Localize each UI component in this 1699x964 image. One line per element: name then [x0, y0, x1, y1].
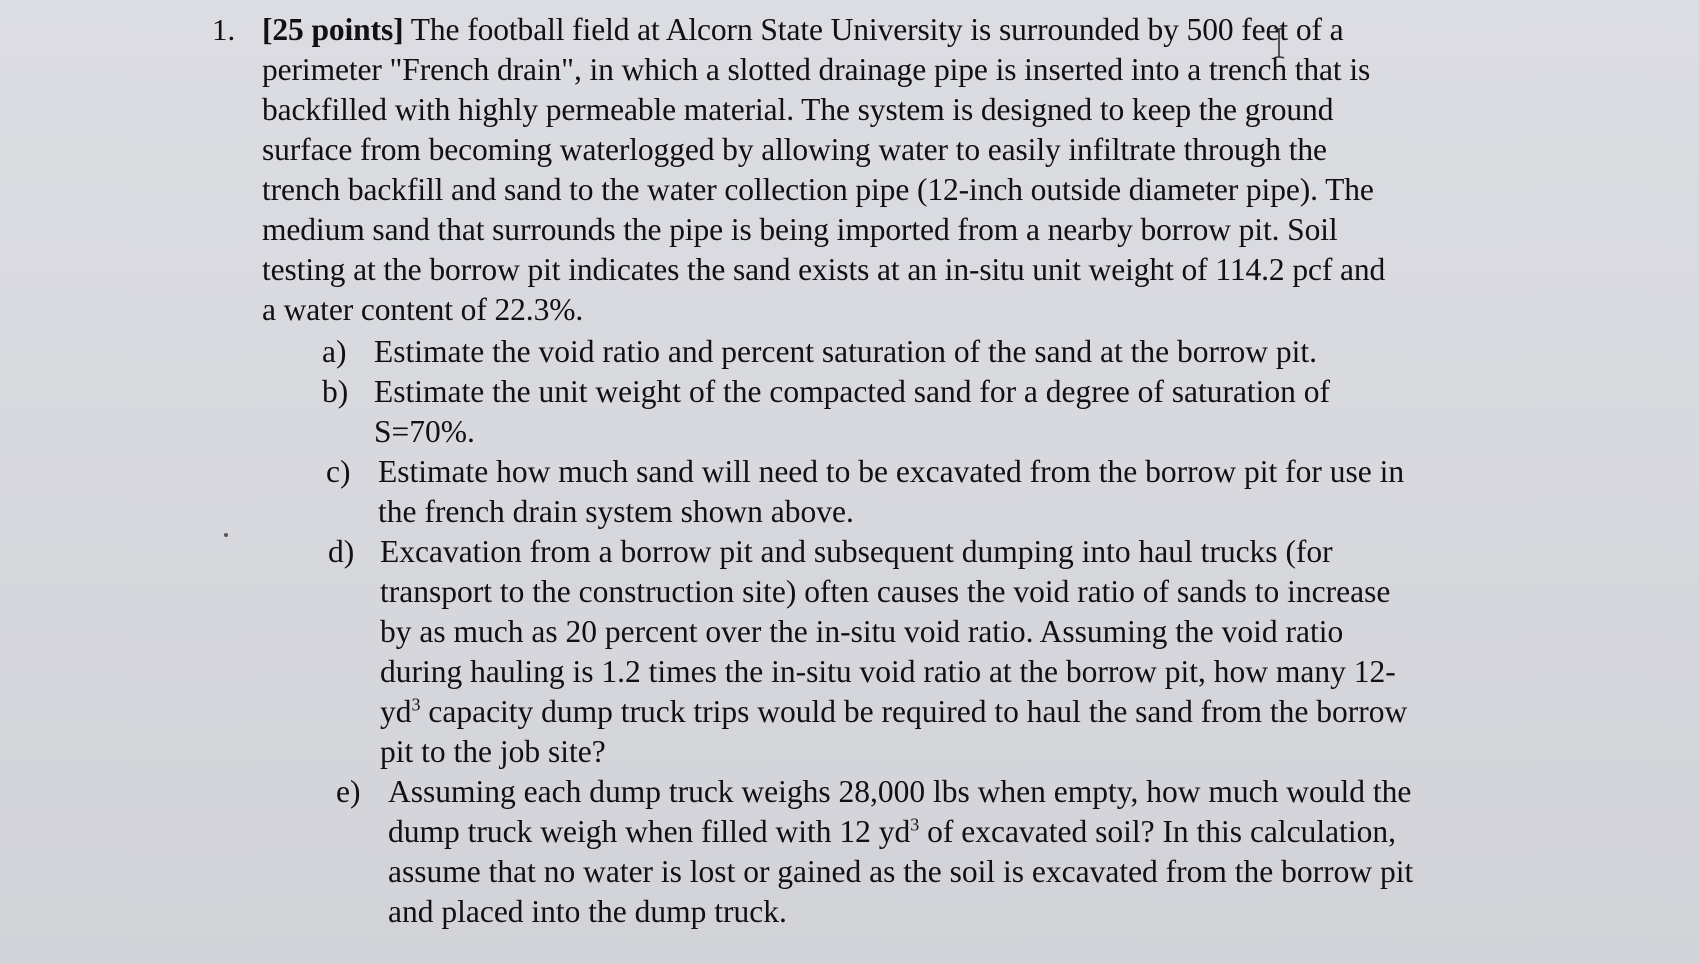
- part-b-line-2: S=70%.: [374, 414, 475, 449]
- part-c-line-1: Estimate how much sand will need to be excavated from the borrow pit for use in: [378, 454, 1405, 489]
- part-c: [326, 452, 1526, 532]
- part-d-line-1: Excavation from a borrow pit and subsequent dumping into haul trucks (for: [380, 534, 1333, 569]
- problem-stem: [262, 10, 1522, 330]
- stem-line-6: medium sand that surrounds the pipe is being imported from a nearby borrow pit. Soil: [262, 212, 1338, 247]
- part-a: [322, 332, 1522, 372]
- stem-line-5: trench backfill and sand to the water collection pipe (12-inch outside diameter pipe). The: [262, 172, 1374, 207]
- stem-line-1: [262, 10, 1522, 50]
- stem-line-8: a water content of 22.3%.: [262, 292, 584, 327]
- part-d-line-3: by as much as 20 percent over the in-situ void ratio. Assuming the void ratio: [380, 614, 1344, 649]
- stem-line-2: perimeter "French drain", in which a slotted drainage pipe is inserted into a trench that is: [262, 52, 1371, 87]
- part-d-line-4: during hauling is 1.2 times the in-situ void ratio at the borrow pit, how many 12-: [380, 654, 1396, 689]
- part-d-line-5-pre: yd: [380, 694, 412, 729]
- part-d: [328, 532, 1528, 772]
- part-d-line-5: [380, 692, 1528, 732]
- part-e-exponent: 3: [910, 814, 920, 835]
- stem-line-7: testing at the borrow pit indicates the sand exists at an in-situ unit weight of 114.2 pcf and: [262, 252, 1386, 287]
- part-e-line-2-post: of excavated soil? In this calculation,: [919, 814, 1396, 849]
- part-e-line-1: Assuming each dump truck weighs 28,000 lbs when empty, how much would the: [388, 774, 1412, 809]
- part-e: [336, 772, 1536, 932]
- stem-line-1-text: The football field at Alcorn State University is surrounded by 500 feet of a: [403, 12, 1344, 47]
- part-d-line-6: pit to the job site?: [380, 734, 606, 769]
- stem-line-4: surface from becoming waterlogged by allowing water to easily infiltrate through the: [262, 132, 1327, 167]
- part-d-line-2: transport to the construction site) often causes the void ratio of sands to increase: [380, 574, 1391, 609]
- sub-questions: [322, 332, 1522, 932]
- part-e-line-4: and placed into the dump truck.: [388, 894, 787, 929]
- text-cursor-icon: [1272, 26, 1286, 60]
- stem-line-3: backfilled with highly permeable material. The system is designed to keep the ground: [262, 92, 1334, 127]
- problem-number: 1.: [212, 12, 236, 47]
- part-c-line-2: the french drain system shown above.: [378, 494, 854, 529]
- part-d-exponent: 3: [411, 694, 421, 715]
- part-a-label: a): [322, 334, 347, 369]
- part-e-line-2: [388, 812, 1536, 852]
- part-d-label: d): [328, 534, 355, 569]
- part-b-label: b): [322, 374, 349, 409]
- speck: [224, 533, 228, 537]
- part-b-line-1: Estimate the unit weight of the compacted sand for a degree of saturation of: [374, 374, 1331, 409]
- part-e-line-2-pre: dump truck weigh when filled with 12 yd: [388, 814, 911, 849]
- part-d-line-5-post: capacity dump truck trips would be required to haul the sand from the borrow: [420, 694, 1408, 729]
- part-e-line-3: assume that no water is lost or gained as the soil is excavated from the borrow pit: [388, 854, 1414, 889]
- part-b: [322, 372, 1522, 452]
- points-label: [25 points]: [262, 12, 404, 47]
- part-c-label: c): [326, 454, 351, 489]
- part-e-label: e): [336, 774, 361, 809]
- part-a-line-1: Estimate the void ratio and percent saturation of the sand at the borrow pit.: [374, 334, 1317, 369]
